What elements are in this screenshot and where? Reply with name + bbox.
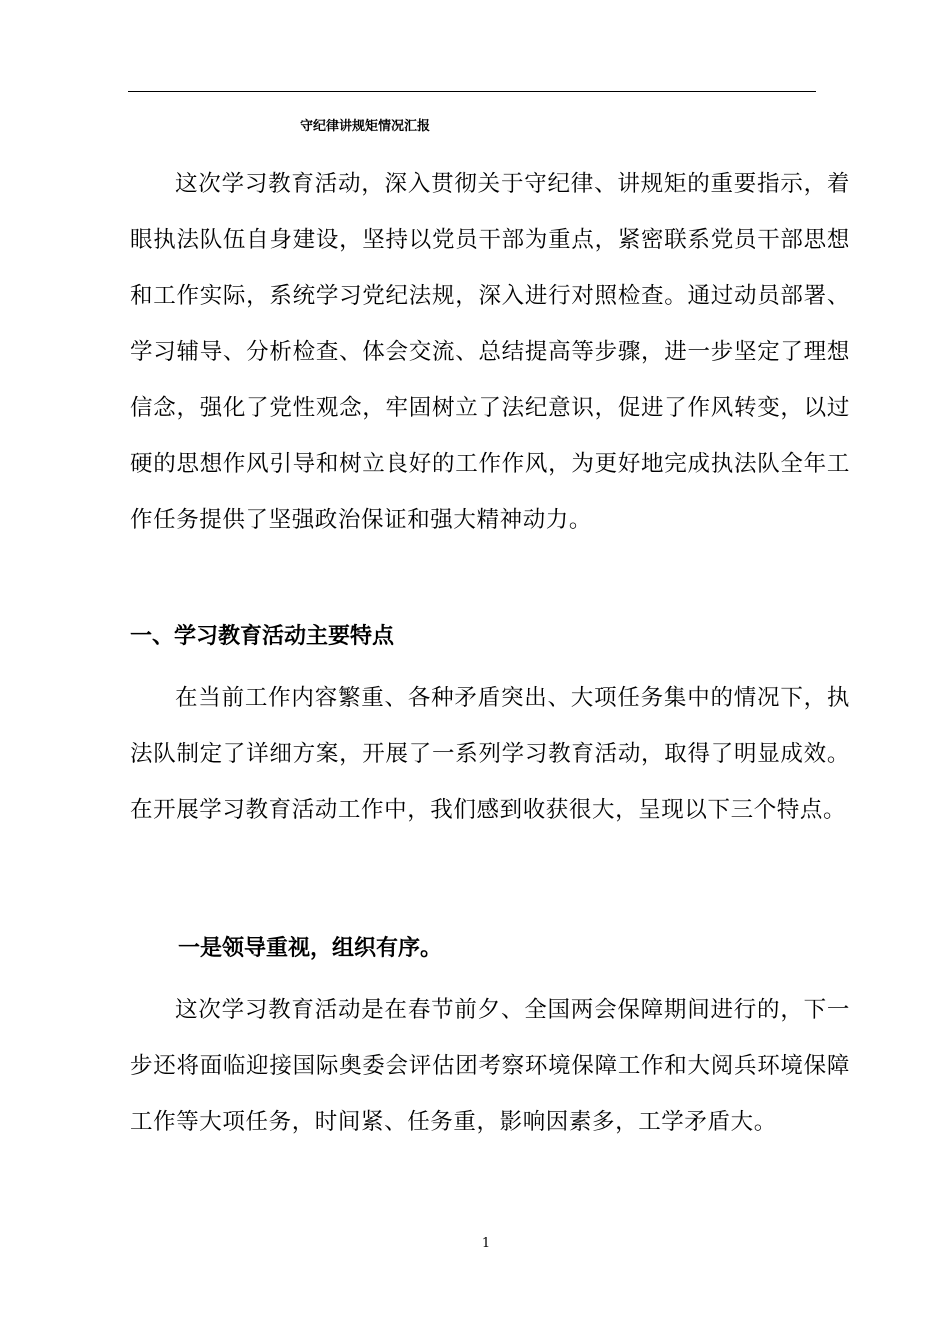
point-1-paragraph: 这次学习教育活动是在春节前夕、全国两会保障期间进行的，下一步还将面临迎接国际奥委会评估团考察环境保障工作和大阅兵环境保障工作等大项任务，时间紧、任务重，影响因素多，工学矛盾大。 — [130, 997, 850, 1135]
point-heading-1: 一是领导重视，组织有序。 — [178, 936, 443, 961]
section-heading-1: 一、学习教育活动主要特点 — [130, 624, 395, 649]
section-1-paragraph: 在当前工作内容繁重、各种矛盾突出、大项任务集中的情况下，执法队制定了详细方案，开展了一系列学习教育活动，取得了明显成效。在开展学习教育活动工作中，我们感到收获很大，呈现以下三个特点。 — [130, 685, 850, 823]
intro-paragraph: 这次学习教育活动，深入贯彻关于守纪律、讲规矩的重要指示，着眼执法队伍自身建设，坚持以党员干部为重点，紧密联系党员干部思想和工作实际，系统学习党纪法规，深入进行对照检查。通过动员部署、学习辅导、分析检查、体会交流、总结提高等步骤，进一步坚定了理想信念，强化了党性观念，牢固树立了法纪意识，促进了作风转变，以过硬的思想作风引导和树立良好的工作作风，为更好地完成执法队全年工作任务提供了坚强政治保证和强大精神动力。 — [130, 171, 850, 533]
document-title: 守纪律讲规矩情况汇报 — [300, 119, 431, 134]
header-rule — [128, 91, 816, 92]
page-number: 1 — [481, 1236, 491, 1251]
